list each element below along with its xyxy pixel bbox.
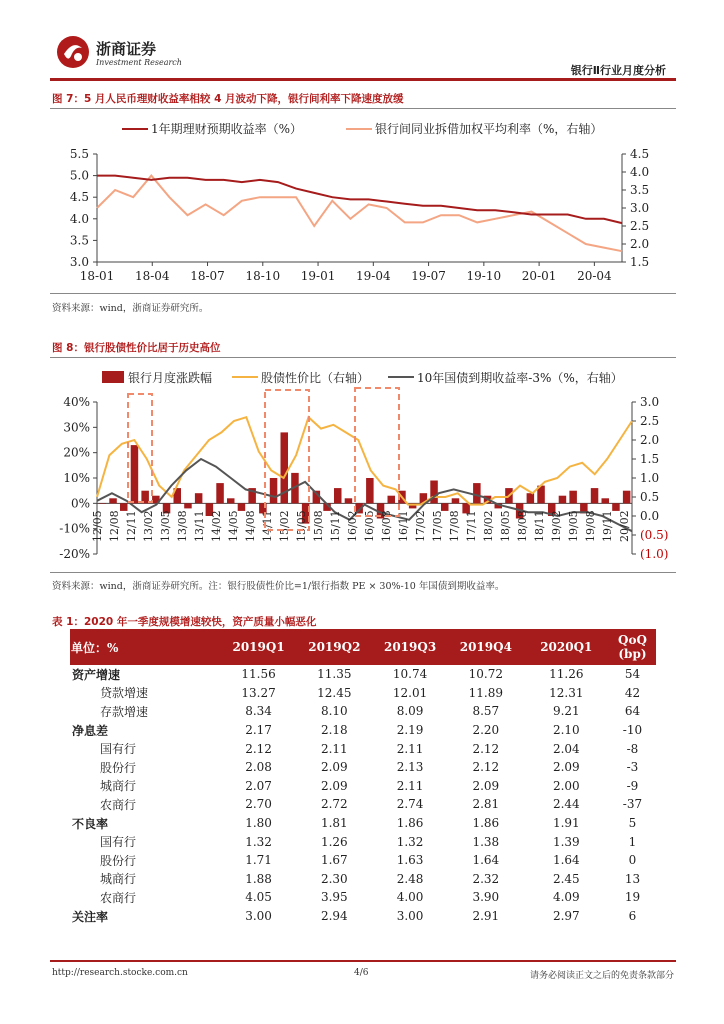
y-right-tick-label: 2.0 xyxy=(630,237,650,251)
table1 xyxy=(70,629,656,925)
bar-bank-return xyxy=(473,483,481,503)
table-cell: 8.57 xyxy=(472,704,500,719)
x-tick-label: 16/08 xyxy=(380,510,393,543)
table-cell: 8.34 xyxy=(245,704,272,719)
series-line-interbank-rate xyxy=(97,176,622,252)
table-cell: 1.32 xyxy=(245,834,272,849)
table-cell: 1.80 xyxy=(245,816,272,831)
bar-bank-return xyxy=(591,488,599,503)
table-row xyxy=(70,684,656,703)
x-tick-label: 12/05 xyxy=(91,510,104,543)
bar-bank-return xyxy=(120,503,128,511)
table-cell: 1.88 xyxy=(245,871,272,886)
row-label: 存款增速 xyxy=(100,704,149,719)
x-tick-label: 18/05 xyxy=(499,510,512,543)
y-left-tick-label: 10% xyxy=(63,471,90,485)
table-row xyxy=(70,888,656,907)
legend-label-series-1: 1年期理财预期收益率（%） xyxy=(151,122,303,136)
y-left-tick-label: 4.0 xyxy=(69,211,89,226)
x-tick-label: 12/08 xyxy=(108,510,121,543)
table-cell: 3.95 xyxy=(320,890,348,905)
row-label: 不良率 xyxy=(72,816,109,831)
table-cell: 2.00 xyxy=(552,778,580,793)
table-cell: 13.27 xyxy=(241,685,276,700)
row-label: 农商行 xyxy=(100,797,137,812)
table-cell: 10.72 xyxy=(468,667,503,682)
table-cell: 8.09 xyxy=(396,704,424,719)
table-cell: 1.64 xyxy=(472,853,500,868)
table-cell: 2.70 xyxy=(245,797,272,812)
y-right-tick-label: (0.5) xyxy=(640,528,669,542)
table-cell: -8 xyxy=(626,741,639,756)
y-right-tick-label: 2.5 xyxy=(640,414,660,428)
x-tick-label: 18-01 xyxy=(79,269,115,283)
table-row xyxy=(70,721,656,740)
table-cell: 1.91 xyxy=(552,816,580,831)
table-cell: 2.11 xyxy=(396,778,424,793)
footer-url[interactable]: http://research.stocke.com.cn xyxy=(52,968,188,978)
row-label: 关注率 xyxy=(72,909,109,924)
table-cell: 6 xyxy=(628,909,637,924)
x-tick-label: 19-01 xyxy=(300,269,336,283)
table-row xyxy=(70,795,656,814)
bar-bank-return xyxy=(559,496,567,504)
y-left-tick-label: 30% xyxy=(63,420,90,435)
x-tick-label: 13/05 xyxy=(159,510,172,543)
bar-bank-return xyxy=(452,498,460,503)
table-cell: 12.31 xyxy=(549,685,584,700)
y-left-tick-label: 0% xyxy=(70,496,90,511)
table-cell: 1.64 xyxy=(552,853,580,868)
bar-bank-return xyxy=(131,445,139,503)
y-left-tick-label: 3.5 xyxy=(69,233,89,248)
table-cell: 2.20 xyxy=(472,723,500,738)
bar-bank-return xyxy=(623,491,631,504)
x-tick-label: 16/11 xyxy=(397,510,410,543)
x-tick-label: 14/11 xyxy=(261,510,274,543)
x-tick-label: 20-04 xyxy=(577,269,612,283)
bar-bank-return xyxy=(184,503,192,508)
table-cell: 2.12 xyxy=(245,741,272,756)
x-tick-label: 18-07 xyxy=(190,269,225,283)
y-left-tick-label: 5.0 xyxy=(69,168,89,183)
x-tick-label: 19/05 xyxy=(567,510,580,543)
table-cell: 54 xyxy=(624,667,641,682)
legend-label-bond-yield: 10年国债到期收益率-3%（%，右轴） xyxy=(417,371,623,385)
x-tick-label: 17/02 xyxy=(414,510,427,543)
table-cell: 5 xyxy=(628,816,637,831)
table-cell: 11.56 xyxy=(241,667,276,682)
table-cell: 1 xyxy=(628,834,637,849)
legend-swatch-bank-return xyxy=(102,371,124,383)
bar-bank-return xyxy=(270,478,278,503)
y-right-tick-label: 2.0 xyxy=(640,433,660,447)
bar-bank-return xyxy=(441,503,449,511)
y-right-tick-label: 4.0 xyxy=(630,165,650,179)
table-cell: 2.09 xyxy=(552,760,580,775)
figure8-top-rule xyxy=(50,357,676,358)
table-cell: 4.09 xyxy=(552,890,580,905)
figure7-bottom-rule xyxy=(50,293,676,294)
x-tick-label: 17/11 xyxy=(465,510,478,543)
x-tick-label: 20/02 xyxy=(618,510,631,543)
table-cell: 2.11 xyxy=(396,741,424,756)
bar-bank-return xyxy=(227,498,235,503)
x-tick-label: 13/11 xyxy=(193,510,206,543)
x-tick-label: 20-01 xyxy=(521,269,557,283)
bar-bank-return xyxy=(195,493,203,503)
row-label: 国有行 xyxy=(100,742,137,757)
table-row xyxy=(70,777,656,796)
y-right-tick-label: 0.5 xyxy=(640,490,660,504)
table-cell: 10.74 xyxy=(392,667,428,682)
table-cell: 2.72 xyxy=(320,797,348,812)
table-cell: 2.45 xyxy=(552,871,580,886)
y-right-tick-label: 1.0 xyxy=(640,471,660,485)
figure7-source: 资料来源：wind，浙商证券研究所。 xyxy=(52,303,209,314)
report-type: 银行Ⅱ行业月度分析 xyxy=(570,64,666,77)
x-tick-label: 18/02 xyxy=(482,510,495,543)
row-label: 农商行 xyxy=(100,890,137,905)
table-row xyxy=(70,832,656,851)
table-cell: 2.13 xyxy=(396,760,424,775)
x-tick-label: 19/11 xyxy=(601,510,614,543)
figure8-source: 资料来源：wind，浙商证券研究所。注：银行股债性价比=1/银行指数 PE × 30%-10 年国债到期收益率。 xyxy=(52,581,505,592)
row-label: 股份行 xyxy=(100,853,137,868)
table-cell: 2.91 xyxy=(472,909,500,924)
table-cell: 2.81 xyxy=(472,797,500,812)
table-cell: 0 xyxy=(628,853,637,868)
row-label: 城商行 xyxy=(100,779,137,794)
table-header-cell: QoQ (bp) xyxy=(609,629,656,665)
table-cell: 4.00 xyxy=(396,890,424,905)
bar-bank-return xyxy=(345,498,353,503)
bar-bank-return xyxy=(602,498,610,503)
x-tick-label: 18/11 xyxy=(533,510,546,543)
table-cell: 9.21 xyxy=(552,704,580,719)
table-cell: 2.74 xyxy=(396,797,424,812)
table-row xyxy=(70,814,656,833)
table-cell: 11.26 xyxy=(549,667,584,682)
table-cell: 64 xyxy=(624,704,641,719)
table-cell: 11.35 xyxy=(317,667,352,682)
x-tick-label: 18-10 xyxy=(245,269,281,283)
x-tick-label: 17/08 xyxy=(448,510,461,543)
header-divider xyxy=(50,78,676,81)
table-cell: 2.09 xyxy=(472,778,500,793)
bar-bank-return xyxy=(527,493,535,503)
table-cell: -37 xyxy=(622,797,643,812)
table-cell: 2.44 xyxy=(552,797,580,812)
table-cell: 1.26 xyxy=(320,834,348,849)
bar-bank-return xyxy=(334,488,342,503)
table-cell: 1.86 xyxy=(472,816,500,831)
table-cell: 1.32 xyxy=(396,834,424,849)
bar-bank-return xyxy=(388,496,396,504)
bar-bank-return xyxy=(99,503,107,504)
table-cell: 2.18 xyxy=(320,723,348,738)
x-tick-label: 14/08 xyxy=(244,510,257,543)
bar-bank-return xyxy=(366,478,374,503)
x-tick-label: 14/02 xyxy=(210,510,223,543)
table-header-cell: 2019Q3 xyxy=(372,629,448,665)
table-cell: 2.09 xyxy=(320,760,348,775)
y-right-tick-label: 3.0 xyxy=(640,395,660,409)
bar-bank-return xyxy=(238,503,246,511)
table1-container xyxy=(70,629,656,925)
table-row xyxy=(70,758,656,777)
x-tick-label: 19-10 xyxy=(466,269,502,283)
bar-bank-return xyxy=(109,498,117,503)
row-label: 资产增速 xyxy=(72,667,121,682)
table-cell: 2.32 xyxy=(472,871,500,886)
table-cell: 1.71 xyxy=(245,853,272,868)
table-row xyxy=(70,739,656,758)
x-tick-label: 18/08 xyxy=(516,510,529,543)
figure8-bottom-rule xyxy=(50,572,676,573)
logo-chinese-name: 浙商证券 xyxy=(96,40,157,58)
x-tick-label: 16/05 xyxy=(363,510,376,543)
table-row xyxy=(70,665,656,684)
y-right-tick-label: 3.0 xyxy=(630,201,650,215)
table-cell: 2.11 xyxy=(320,741,348,756)
x-tick-label: 19/08 xyxy=(584,510,597,543)
page-number: 4/6 xyxy=(354,968,369,978)
table-cell: 1.86 xyxy=(396,816,424,831)
table-cell: -10 xyxy=(622,723,643,738)
table-row xyxy=(70,870,656,889)
table-header-cell: 2019Q2 xyxy=(296,629,372,665)
legend-label-value-ratio: 股债性价比（右轴） xyxy=(261,371,370,385)
series-line-wealth-yield xyxy=(97,176,622,224)
row-label: 股份行 xyxy=(100,760,137,775)
y-right-tick-label: 3.5 xyxy=(630,183,650,197)
y-left-tick-label: 3.0 xyxy=(69,255,89,269)
bar-bank-return xyxy=(216,483,224,503)
legend-label-bank-return: 银行月度涨跌幅 xyxy=(128,371,213,385)
bar-bank-return xyxy=(569,491,577,504)
y-left-tick-label: -20% xyxy=(59,547,90,561)
table-cell: 2.10 xyxy=(552,723,580,738)
figure7-chart xyxy=(50,112,676,292)
x-tick-label: 15/05 xyxy=(295,510,308,543)
table-cell: 8.10 xyxy=(320,704,348,719)
table-cell: 2.19 xyxy=(396,723,424,738)
table-cell: 2.12 xyxy=(472,741,500,756)
x-tick-label: 15/11 xyxy=(329,510,342,543)
y-left-tick-label: 4.5 xyxy=(69,190,89,205)
x-tick-label: 19/02 xyxy=(550,510,563,543)
table-cell: 3.00 xyxy=(396,909,424,924)
y-right-tick-label: 2.5 xyxy=(630,219,650,233)
table-cell: 12.01 xyxy=(392,685,428,700)
table-header-cell: 2020Q1 xyxy=(524,629,609,665)
x-tick-label: 13/02 xyxy=(142,510,155,543)
table-row xyxy=(70,851,656,870)
legend-label-series-2: 银行间同业拆借加权平均利率（%，右轴） xyxy=(375,122,603,136)
table-header-cell: 2019Q4 xyxy=(448,629,524,665)
row-label: 净息差 xyxy=(72,723,109,738)
x-tick-label: 15/08 xyxy=(312,510,325,543)
table-cell: -9 xyxy=(626,778,639,793)
table-cell: 2.97 xyxy=(552,909,580,924)
x-tick-label: 16/02 xyxy=(346,510,359,543)
footer-divider xyxy=(50,960,676,962)
table-cell: 1.67 xyxy=(320,853,348,868)
row-label: 贷款增速 xyxy=(100,686,149,701)
table-row xyxy=(70,702,656,721)
y-right-tick-label: 0.0 xyxy=(640,509,660,523)
table-cell: 11.89 xyxy=(468,685,503,700)
table-cell: 4.05 xyxy=(245,890,272,905)
table-cell: 2.48 xyxy=(396,871,424,886)
table-cell: 1.38 xyxy=(472,834,500,849)
logo-english-name: Investment Research xyxy=(96,58,182,67)
table-cell: 2.17 xyxy=(245,723,272,738)
y-right-tick-label: (1.0) xyxy=(640,547,669,561)
table-cell: 12.45 xyxy=(317,685,352,700)
y-right-tick-label: 1.5 xyxy=(630,255,650,269)
row-label: 国有行 xyxy=(100,835,137,850)
table-cell: 3.00 xyxy=(245,909,272,924)
table-cell: 2.30 xyxy=(320,871,348,886)
table-cell: 2.09 xyxy=(320,778,348,793)
y-left-tick-label: 40% xyxy=(63,395,90,409)
table-cell: -3 xyxy=(626,760,639,775)
bar-bank-return xyxy=(612,503,620,511)
x-tick-label: 17/05 xyxy=(431,510,444,543)
x-tick-label: 14/05 xyxy=(227,510,240,543)
x-tick-label: 12/11 xyxy=(125,510,138,543)
y-right-tick-label: 4.5 xyxy=(630,147,650,161)
x-tick-label: 13/08 xyxy=(176,510,189,543)
figure8-title: 图 8：银行股债性价比居于历史高位 xyxy=(52,342,221,354)
table-cell: 2.08 xyxy=(245,760,272,775)
table-header-unit: 单位：% xyxy=(70,629,221,665)
figure8-chart xyxy=(50,362,676,570)
table1-title: 表 1：2020 年一季度规模增速较快，资产质量小幅恶化 xyxy=(52,616,317,628)
table-row xyxy=(70,907,656,926)
row-label: 城商行 xyxy=(100,872,137,887)
table-cell: 13 xyxy=(624,871,641,886)
figure7-title: 图 7：5 月人民币理财收益率相较 4 月波动下降，银行间利率下降速度放缓 xyxy=(52,93,404,105)
x-tick-label: 18-04 xyxy=(134,269,170,283)
x-tick-label: 19-04 xyxy=(356,269,391,283)
table-cell: 2.04 xyxy=(552,741,580,756)
table-cell: 1.81 xyxy=(320,816,348,831)
x-tick-label: 15/02 xyxy=(278,510,291,543)
table-cell: 2.94 xyxy=(320,909,348,924)
company-logo xyxy=(55,34,91,70)
y-left-tick-label: -10% xyxy=(59,521,90,536)
y-right-tick-label: 1.5 xyxy=(640,452,660,466)
figure7-top-rule xyxy=(50,108,676,109)
table-cell: 1.39 xyxy=(552,834,580,849)
table-header-cell: 2019Q1 xyxy=(221,629,297,665)
y-left-tick-label: 5.5 xyxy=(69,147,89,161)
table-cell: 2.12 xyxy=(472,760,500,775)
x-tick-label: 19-07 xyxy=(411,269,446,283)
y-left-tick-label: 20% xyxy=(63,445,90,460)
table-cell: 1.63 xyxy=(396,853,424,868)
footer-disclaimer: 请务必阅读正文之后的免责条款部分 xyxy=(529,971,674,981)
table-cell: 42 xyxy=(624,685,641,700)
table-cell: 2.07 xyxy=(245,778,272,793)
table-cell: 19 xyxy=(624,890,641,905)
table-cell: 3.90 xyxy=(472,890,500,905)
